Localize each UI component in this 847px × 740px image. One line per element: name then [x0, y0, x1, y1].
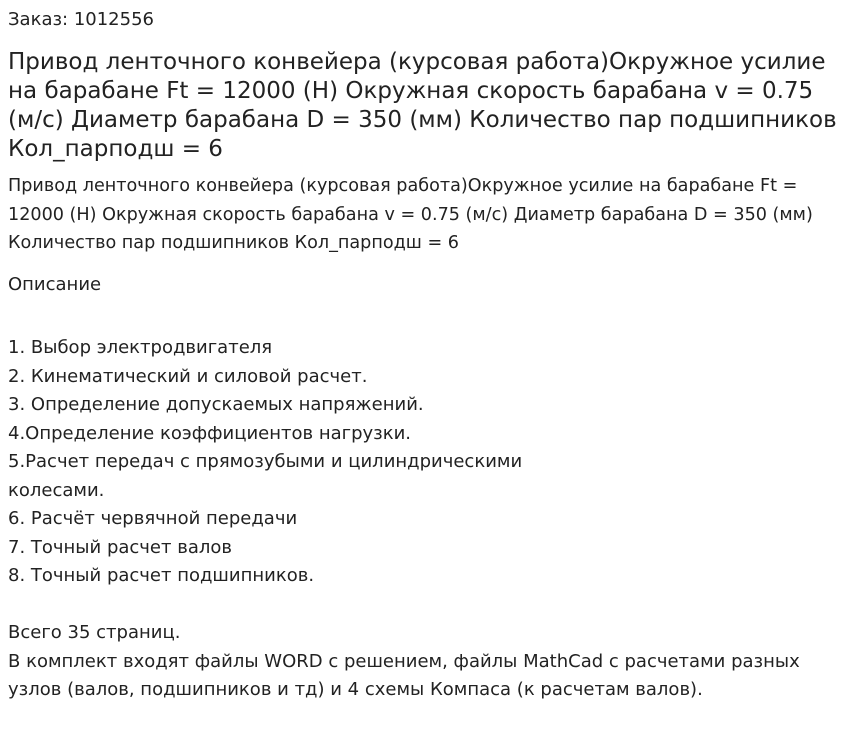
lead-paragraph: Привод ленточного конвейера (курсовая работа)Окружное усилие на барабане Ft = 12000 (Н) Окружная скорость барабана v = 0.75 (м/с) Диаметр барабана D = 350 (мм) Количество пар подшипников Кол_парподш = 6: [8, 176, 813, 253]
page-count-text: Всего 35 страниц.: [8, 622, 181, 643]
list-item: 1. Выбор электродвигателя: [8, 337, 273, 358]
list-item: 7. Точный расчет валов: [8, 536, 232, 558]
kit-contents-text: В комплект входят файлы WORD с решением, файлы MathCad с расчетами разных узлов (валов, подшипников и тд) и 4 схемы Компаса (к расчетам валов).: [8, 650, 800, 700]
list-item: 4.Определение коэффициентов нагрузки.: [8, 422, 412, 444]
list-item: 3. Определение допускаемых напряжений.: [8, 394, 424, 415]
description-heading: Описание: [8, 274, 102, 295]
list-item: 2. Кинематический и силовой расчет.: [8, 365, 368, 387]
list-item: 8. Точный расчет подшипников.: [8, 565, 315, 586]
list-item: 6. Расчёт червячной передачи: [8, 508, 298, 529]
page-title: Привод ленточного конвейера (курсовая работа)Окружное усилие на барабане Ft = 12000 (Н) Окружная скорость барабана v = 0.75 (м/с) Диаметр барабана D = 350 (мм) Количество пар подшипников Кол_парподш = 6: [8, 49, 837, 162]
order-number: Заказ: 1012556: [8, 9, 154, 30]
footer-notes: [8, 619, 840, 705]
contents-list: [8, 334, 608, 591]
list-item: 5.Расчет передач с прямозубыми и цилиндрическими колесами.: [8, 451, 523, 501]
